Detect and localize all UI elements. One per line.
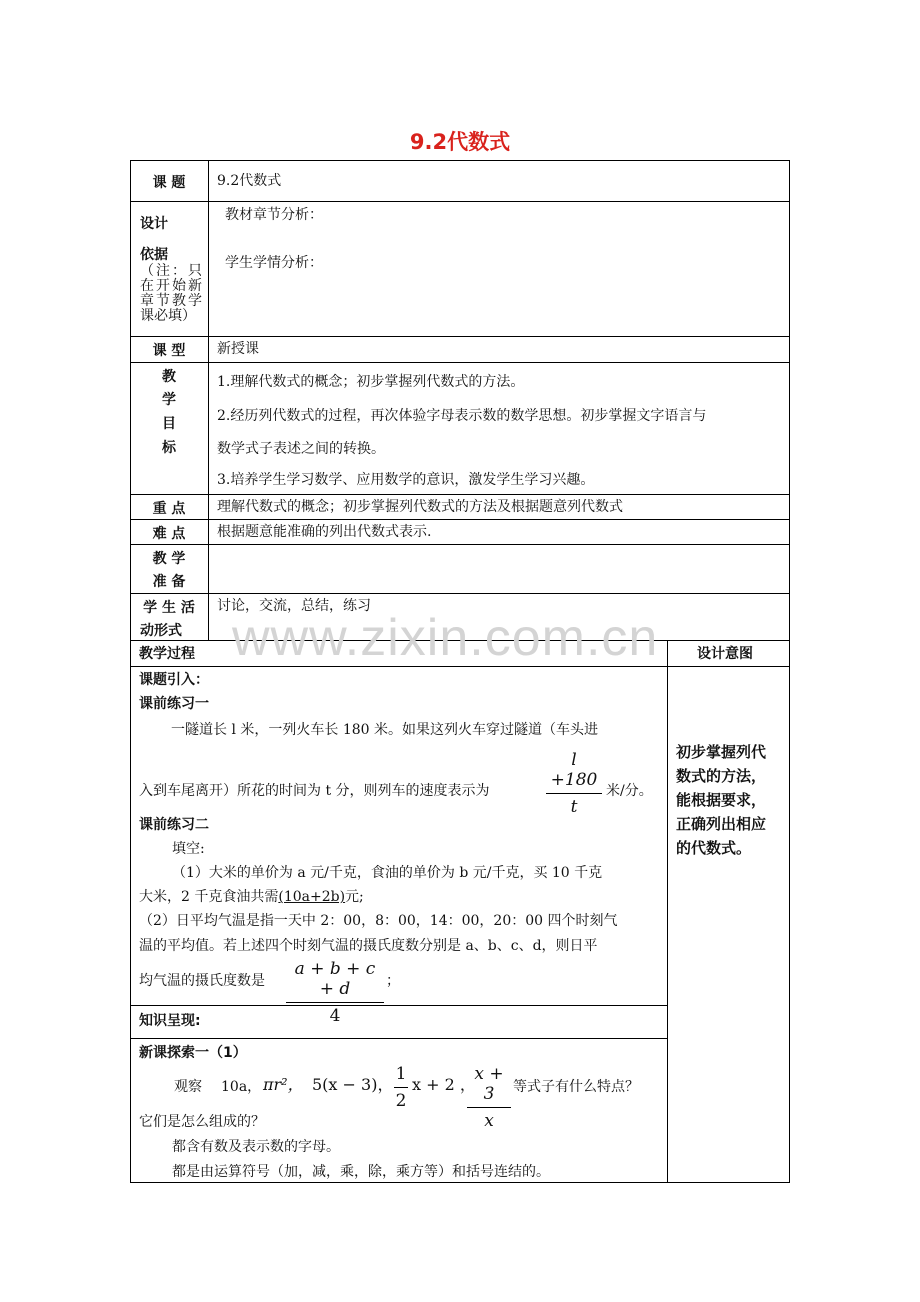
goal-item-1: 1.理解代数式的概念；初步掌握列代数式的方法。 xyxy=(217,374,525,390)
intent-header: 设计意图 xyxy=(697,646,753,662)
intent-line-2: 数式的方法， xyxy=(676,767,767,785)
key-point-value: 理解代数式的概念；初步掌握列代数式的方法及根据题意列代数式 xyxy=(217,499,623,515)
observe-label: 观察 xyxy=(174,1079,202,1095)
answer-1: 都含有数及表示数的字母。 xyxy=(172,1139,340,1155)
answer-blank-1: (10a+2b) xyxy=(278,889,346,905)
intro-heading: 课题引入： xyxy=(139,672,209,688)
prep-label-2: 准 备 xyxy=(152,574,186,590)
watermark: www.zixin.com.cn xyxy=(232,609,659,667)
exercise-2-title: 课前练习二 xyxy=(139,817,209,833)
expr-5-x-minus-3: 5(x − 3)， xyxy=(312,1075,394,1094)
prep-label-1: 教 学 xyxy=(152,551,186,567)
goals-label-4: 标 xyxy=(162,440,176,456)
difficulty-label: 难 点 xyxy=(152,526,186,542)
document-title: 9.2代数式 xyxy=(409,130,511,154)
exercise-2-q2-line-3: 均气温的摄氏度数是 xyxy=(139,973,265,989)
speed-fraction xyxy=(546,750,602,817)
speed-fraction-denominator: t xyxy=(570,797,578,817)
topic-value: 9.2代数式 xyxy=(217,173,282,189)
expr-half-fraction xyxy=(394,1064,408,1111)
design-item-students: 学生学情分析： xyxy=(225,255,323,271)
expr-x-plus-2: x + 2 ， xyxy=(412,1075,476,1094)
average-fraction-denominator: 4 xyxy=(329,1006,341,1026)
activity-value: 讨论，交流，总结，练习 xyxy=(217,598,371,614)
exercise-1-line-1: 一隧道长 l 米，一列火车长 180 米。如果这列火车穿过隧道（车头进 xyxy=(171,722,598,738)
speed-fraction-numerator: l +180 xyxy=(550,750,598,790)
average-fraction xyxy=(286,959,384,1026)
exercise-2-q2-line-1: （2）日平均气温是指一天中 2：00，8：00，14：00，20：00 四个时刻气 xyxy=(139,913,618,929)
lesson-type-value: 新授课 xyxy=(217,341,259,357)
expr-x-plus-3-denominator: x xyxy=(484,1111,494,1131)
intent-line-5: 的代数式。 xyxy=(676,839,752,857)
design-label-1: 设计 xyxy=(140,216,168,232)
explore-1-title: 新课探索一（1） xyxy=(139,1045,247,1061)
design-label-2: 依据 xyxy=(140,247,168,263)
expr-x-plus-3-numerator: x + 3 xyxy=(474,1064,504,1104)
goals-label-3: 目 xyxy=(162,416,176,432)
question-line: 它们是怎么组成的？ xyxy=(139,1114,265,1130)
process-header: 教学过程 xyxy=(139,646,195,662)
expr-half-numerator: 1 xyxy=(395,1064,407,1084)
expr-pi-r-squared: πr²， xyxy=(263,1075,304,1094)
exercise-2-q1-line-2: 大米，2 千克食油共需(10a+2b)元; xyxy=(139,889,364,905)
speed-unit: 米/分。 xyxy=(606,783,653,799)
topic-label: 课 题 xyxy=(152,175,186,191)
intent-line-1: 初步掌握列代 xyxy=(676,743,767,761)
key-point-label: 重 点 xyxy=(152,501,186,517)
goals-label-1: 教 xyxy=(162,369,176,385)
intent-line-4: 正确列出相应 xyxy=(676,815,767,833)
exercise-2-q1-line-1: （1）大米的单价为 a 元/千克，食油的单价为 b 元/千克，买 10 千克 xyxy=(172,865,603,881)
activity-label-2: 动形式 xyxy=(140,623,182,639)
goal-item-2b: 数学式子表述之间的转换。 xyxy=(217,441,385,457)
expr-half-denominator: 2 xyxy=(395,1091,407,1111)
exercise-2-q2-line-2: 温的平均值。若上述四个时刻气温的摄氏度数分别是 a、b、c、d，则日平 xyxy=(139,938,598,954)
activity-label-1: 学 生 活 xyxy=(143,600,195,616)
knowledge-heading: 知识呈现: xyxy=(139,1013,201,1029)
exercise-2-q2-end: ； xyxy=(386,973,400,989)
exercise-1-title: 课前练习一 xyxy=(139,696,209,712)
expr-question: 等式子有什么特点？ xyxy=(513,1079,639,1095)
goals-label-2: 学 xyxy=(162,392,176,408)
answer-2: 都是由运算符号（加，减，乘，除，乘方等）和括号连结的。 xyxy=(172,1164,550,1180)
design-item-textbook: 教材章节分析： xyxy=(225,207,323,223)
expr-10a: 10a， xyxy=(221,1079,262,1095)
exercise-2-fill: 填空: xyxy=(172,841,205,857)
intent-line-3: 能根据要求， xyxy=(676,791,767,809)
expr-x-plus-3-over-x xyxy=(467,1064,511,1131)
average-fraction-numerator: a + b + c + d xyxy=(294,959,376,999)
design-note: （注：只在开始新章节教学课必填） xyxy=(140,263,202,324)
goal-item-3: 3.培养学生学习数学、应用数学的意识，激发学生学习兴趣。 xyxy=(217,472,595,488)
exercise-1-line-2: 入到车尾离开）所花的时间为 t 分，则列车的速度表示为 xyxy=(139,783,490,799)
goal-item-2a: 2.经历列代数式的过程，再次体验字母表示数的数学思想。初步掌握文字语言与 xyxy=(217,408,707,424)
difficulty-value: 根据题意能准确的列出代数式表示. xyxy=(217,524,432,540)
lesson-type-label: 课 型 xyxy=(152,343,186,359)
